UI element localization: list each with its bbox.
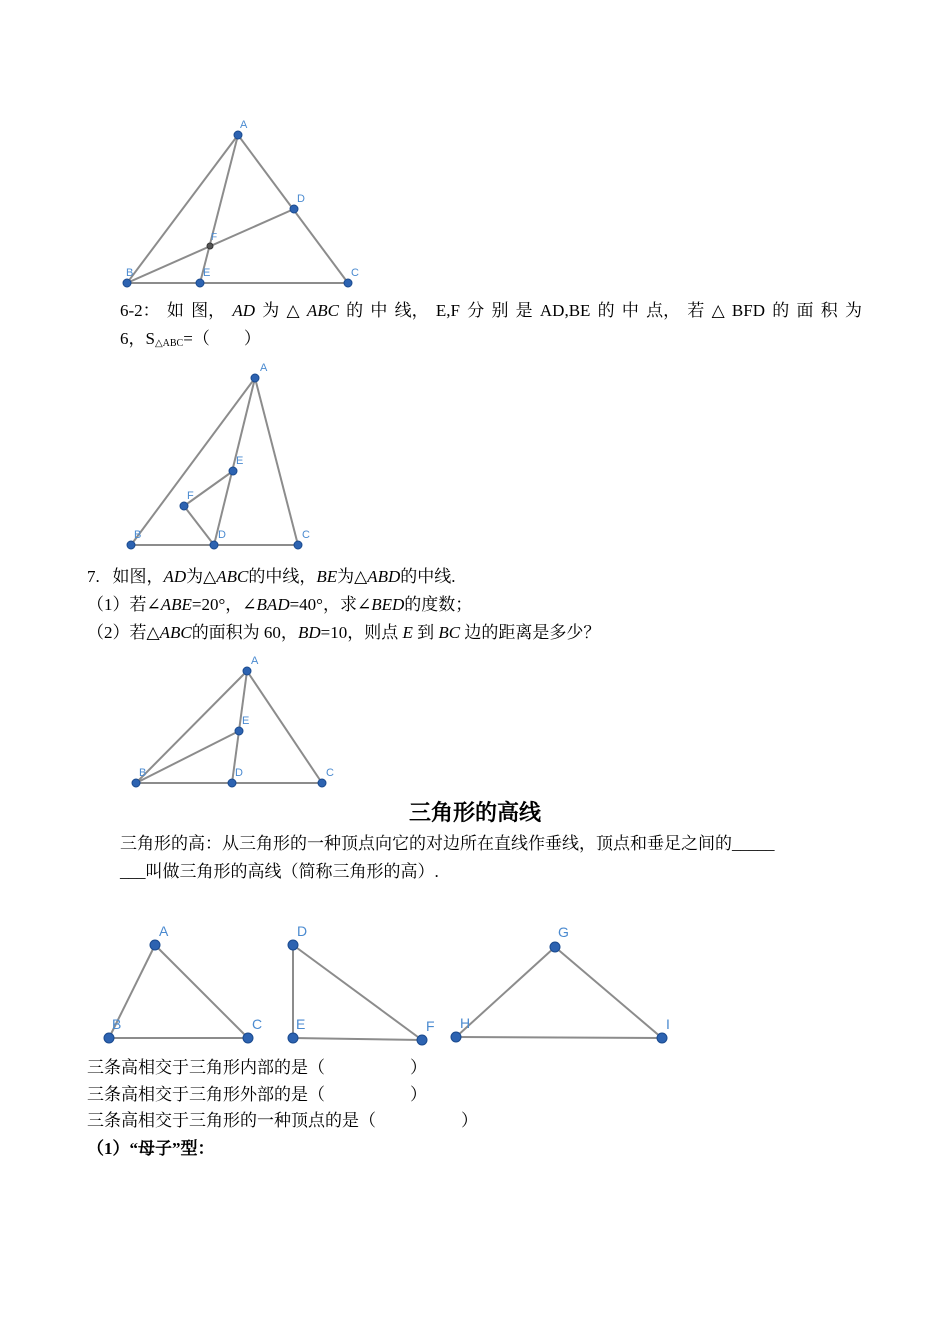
- point-i: [657, 1033, 667, 1043]
- definition-line1: 三角形的高：从三角形的一种顶点向它的对边所在直线作垂线，顶点和垂足之间的_____: [120, 834, 775, 853]
- label-a: A: [240, 119, 248, 131]
- label-b: B: [134, 529, 142, 541]
- label-e: E: [236, 455, 244, 467]
- point-b: [132, 779, 140, 787]
- question-heights-outside: 三条高相交于三角形外部的是（ ）: [87, 1085, 427, 1104]
- point-g: [550, 942, 560, 952]
- label-b: B: [126, 267, 134, 279]
- question-6-2: [120, 297, 862, 358]
- triangle-def: [288, 923, 435, 1045]
- point-e: [288, 1033, 298, 1043]
- triangle-abc: [104, 923, 262, 1043]
- segment-ab: [127, 135, 238, 283]
- point-b: [104, 1033, 114, 1043]
- label-e: E: [203, 267, 211, 279]
- section-title: 三角形的高线: [408, 800, 541, 825]
- question-7-stem: 7. 如图，AD为△ABC的中线，BE为△ABD的中线.: [87, 567, 456, 586]
- label-h: H: [460, 1015, 471, 1031]
- point-e: [196, 279, 204, 287]
- label-c: C: [302, 529, 310, 541]
- segment-ac: [247, 671, 322, 783]
- point-a: [251, 374, 259, 382]
- question-heights-inside: 三条高相交于三角形内部的是（ ）: [87, 1058, 427, 1077]
- figure-triangle-abc-1: [110, 110, 370, 295]
- question-7-part1: （1）若∠ABE=20°，∠BAD=40°，求∠BED的度数；: [87, 595, 473, 614]
- figure-triangle-abc-3: [120, 650, 340, 795]
- label-f: F: [187, 490, 194, 502]
- label-a: A: [260, 362, 268, 374]
- point-a: [234, 131, 242, 139]
- segment-ae: [200, 135, 238, 283]
- point-e: [229, 467, 237, 475]
- figure-triangle-abc-2: [110, 355, 330, 555]
- question-6-2-line1: 6-2： 如 图， AD 为 △ ABC 的 中 线， E,F 分 别 是 AD,BE 的 中 点， 若 △ BFD 的 面 积 为: [120, 301, 862, 320]
- label-c: C: [326, 767, 334, 779]
- label-f: F: [426, 1018, 435, 1034]
- label-a: A: [251, 655, 259, 667]
- point-f: [207, 243, 213, 249]
- point-e: [235, 727, 243, 735]
- point-c: [294, 541, 302, 549]
- segment-fd: [184, 506, 214, 545]
- label-d: D: [218, 529, 226, 541]
- label-e: E: [242, 715, 250, 727]
- label-i: I: [666, 1016, 670, 1032]
- point-f: [417, 1035, 427, 1045]
- label-a: A: [159, 923, 169, 939]
- point-h: [451, 1032, 461, 1042]
- point-a: [150, 940, 160, 950]
- point-a: [243, 667, 251, 675]
- label-d: D: [297, 193, 305, 205]
- segment-ad: [214, 378, 255, 545]
- point-d: [288, 940, 298, 950]
- point-b: [127, 541, 135, 549]
- point-c: [243, 1033, 253, 1043]
- question-6-2-line2: 6，$S_{\triangle ABC}=$（ ）: [120, 329, 261, 349]
- triangle-ghi: [451, 924, 670, 1043]
- label-d: D: [235, 767, 243, 779]
- point-d: [228, 779, 236, 787]
- point-f: [180, 502, 188, 510]
- point-c: [318, 779, 326, 787]
- label-b: B: [139, 767, 147, 779]
- point-d: [290, 205, 298, 213]
- figure-three-triangles: [90, 915, 690, 1055]
- point-c: [344, 279, 352, 287]
- segment-ab: [136, 671, 250, 783]
- point-b: [123, 279, 131, 287]
- segment-ac: [255, 378, 298, 545]
- subsection-mother-child-type: （1）“母子”型：: [87, 1139, 215, 1158]
- label-d: D: [297, 923, 308, 939]
- label-c: C: [252, 1016, 263, 1032]
- question-heights-vertex: 三条高相交于三角形的一种顶点的是（ ）: [87, 1111, 478, 1130]
- definition-line2: ___叫做三角形的高线（简称三角形的高）.: [120, 862, 439, 881]
- label-c: C: [351, 267, 359, 279]
- label-e: E: [296, 1016, 306, 1032]
- question-7-part2: （2）若△ABC的面积为 60，BD=10，则点 E 到 BC 边的距离是多少？: [87, 623, 601, 642]
- label-b: B: [112, 1016, 122, 1032]
- label-g: G: [558, 924, 569, 940]
- segment-be: [136, 731, 239, 783]
- label-f: F: [211, 232, 218, 243]
- point-d: [210, 541, 218, 549]
